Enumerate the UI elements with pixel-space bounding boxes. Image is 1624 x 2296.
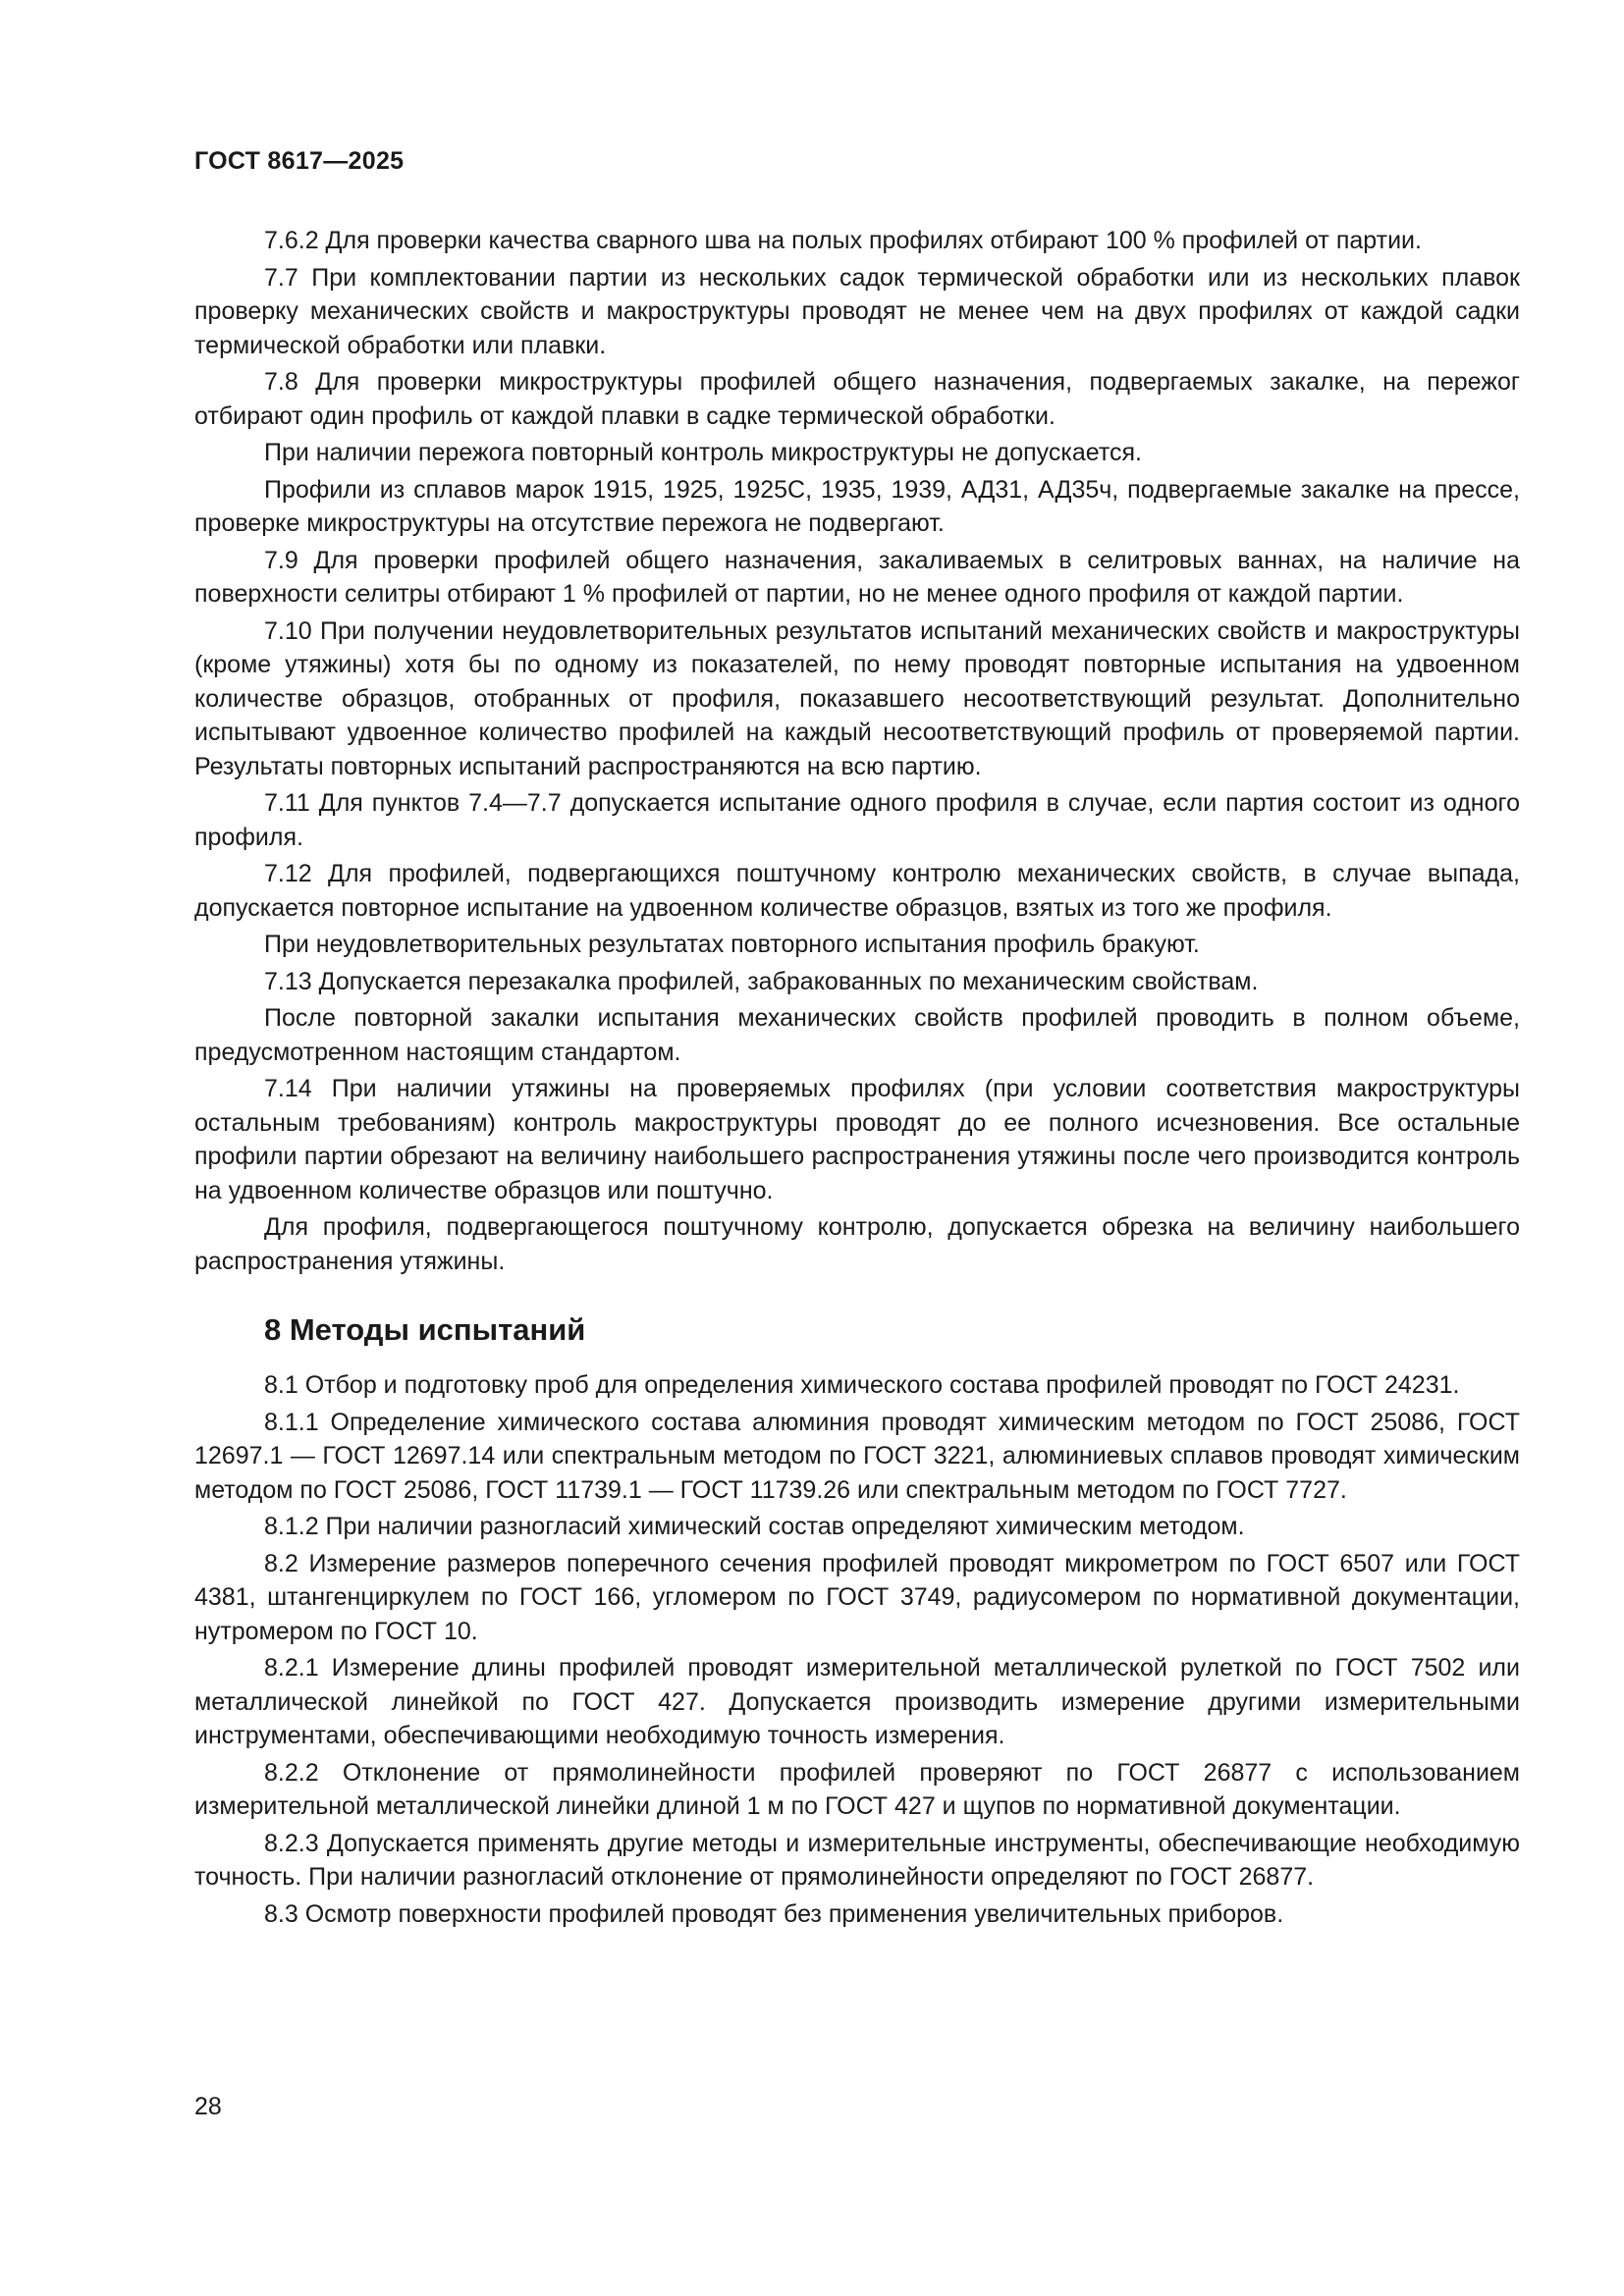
paragraph: После повторной закалки испытания механических свойств профилей проводить в полном объеме, предусмотренном настоящим стандартом. (194, 1004, 1520, 1066)
paragraph: При наличии пережога повторный контроль микроструктуры не допускается. (264, 439, 1142, 466)
paragraph: 8.2 Измерение размеров поперечного сечения профилей проводят микрометром по ГОСТ 6507 или ГОСТ 4381, штангенциркулем по ГОСТ 166, угломером по ГОСТ 3749, радиусомером по нормативной документации, нутромером по ГОСТ 10. (194, 1549, 1520, 1645)
paragraph: 7.12 Для профилей, подвергающихся поштучному контролю механических свойств, в случае выпада, допускается повторное испытание на удвоенном количестве образцов, взятых из того же профиля. (194, 860, 1520, 922)
paragraph: 7.13 Допускается перезакалка профилей, забракованных по механическим свойствам. (264, 967, 1259, 995)
paragraph: 8.2.2 Отклонение от прямолинейности профилей проверяют по ГОСТ 26877 с использованием измерительной металлической линейки длиной 1 м по ГОСТ 427 и щупов по нормативной документации. (194, 1758, 1520, 1820)
paragraph: При неудовлетворительных результатах повторного испытания профиль бракуют. (264, 931, 1200, 958)
paragraph: Для профиля, подвергающегося поштучному контролю, допускается обрезка на величину наибольшего распространения утяжины. (194, 1213, 1520, 1275)
paragraph: 7.6.2 Для проверки качества сварного шва на полых профилях отбирают 100 % профилей от партии. (264, 227, 1422, 254)
paragraph: 7.14 При наличии утяжины на проверяемых профилях (при условии соответствия макроструктуры остальным требованиям) контроль макроструктуры проводят до ее полного исчезновения. Все остальные профили партии обрезают на величину наибольшего распространения утяжины после чего производится контроль на удвоенном количестве образцов или поштучно. (194, 1075, 1520, 1204)
paragraph: 7.11 Для пунктов 7.4—7.7 допускается испытание одного профиля в случае, если партия состоит из одного профиля. (194, 789, 1520, 851)
paragraph: 7.10 При получении неудовлетворительных результатов испытаний механических свойств и макроструктуры (кроме утяжины) хотя бы по одному из показателей, по нему проводят повторные испытания на удвоенном количестве образцов, отобранных от профиля, показавшего несоответствующий результат. Дополнительно испытывают удвоенное количество профилей на каждый несоответствующий профиль от проверяемой партии. Результаты повторных испытаний распространяются на всю партию. (194, 616, 1520, 780)
page-number: 28 (194, 2093, 222, 2120)
paragraph: 8.2.3 Допускается применять другие методы и измерительные инструменты, обеспечивающие необходимую точность. При наличии разногласий отклонение от прямолинейности определяют по ГОСТ 26877. (194, 1829, 1520, 1891)
paragraph: 8.3 Осмотр поверхности профилей проводят без применения увеличительных приборов. (264, 1899, 1284, 1928)
paragraph: 8.2.1 Измерение длины профилей проводят измерительной металлической рулеткой по ГОСТ 7502 или металлической линейкой по ГОСТ 427. Допускается производить измерение другими измерительными инструментами, обеспечивающими необходимую точность измерения. (194, 1654, 1520, 1749)
document-header: ГОСТ 8617—2025 (194, 147, 405, 175)
paragraph: 8.1.1 Определение химического состава алюминия проводят химическим методом по ГОСТ 25086, ГОСТ 12697.1 — ГОСТ 12697.14 или спектральным методом по ГОСТ 3221, алюминиевых сплавов проводят химическим методом по ГОСТ 25086, ГОСТ 11739.1 — ГОСТ 11739.26 или спектральным методом по ГОСТ 7727. (194, 1408, 1520, 1504)
section-heading: 8 Методы испытаний (264, 1312, 586, 1347)
paragraph: 7.7 При комплектовании партии из нескольких садок термической обработки или из нескольких плавок проверку механических свойств и макроструктуры проводят не менее чем на двух профилях от каждой садки термической обработки или плавки. (194, 263, 1520, 359)
paragraph: 7.9 Для проверки профилей общего назначения, закаливаемых в селитровых ваннах, на наличие на поверхности селитры отбирают 1 % профилей от партии, но не менее одного профиля от каждой партии. (194, 546, 1520, 608)
document-body (194, 224, 1520, 1934)
paragraph: 8.1.2 При наличии разногласий химический состав определяют химическим методом. (264, 1513, 1245, 1540)
paragraph: 8.1 Отбор и подготовку проб для определения химического состава профилей проводят по ГОСТ 24231. (264, 1371, 1460, 1399)
paragraph: Профили из сплавов марок 1915, 1925, 1925С, 1935, 1939, АД31, АД35ч, подвергаемые закалке на прессе, проверке микроструктуры на отсутствие пережога не подвергают. (194, 475, 1520, 537)
paragraph: 7.8 Для проверки микроструктуры профилей общего назначения, подвергаемых закалке, на пережог отбирают один профиль от каждой плавки в садке термической обработки. (194, 368, 1520, 430)
